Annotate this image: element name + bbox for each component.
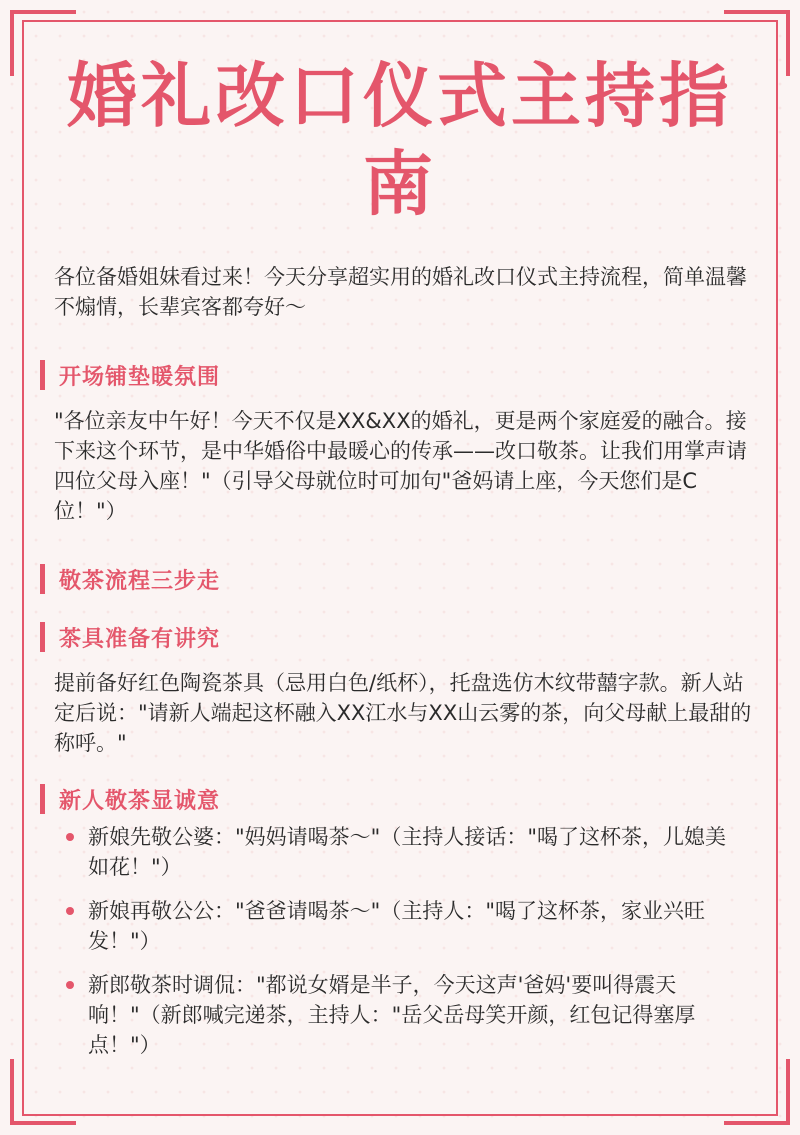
section-heading-process bbox=[40, 562, 220, 596]
list-item bbox=[62, 822, 742, 882]
bullet-dot-icon bbox=[66, 981, 74, 989]
heading-accent-bar bbox=[40, 360, 45, 390]
heading-accent-bar bbox=[40, 564, 45, 594]
section-heading-serve bbox=[40, 782, 220, 816]
list-item-text: 新娘先敬公婆："妈妈请喝茶～"（主持人接话："喝了这杯茶，儿媳美如花！"） bbox=[88, 825, 726, 879]
list-item-text: 新娘再敬公公："爸爸请喝茶～"（主持人："喝了这杯茶，家业兴旺发！"） bbox=[88, 899, 705, 953]
list-item bbox=[62, 896, 742, 956]
page-title: 婚礼改口仪式主持指南 bbox=[67, 55, 733, 225]
intro-paragraph: 各位备婚姐妹看过来！今天分享超实用的婚礼改口仪式主持流程，简单温馨不煽情，长辈宾客都夸好～ bbox=[54, 265, 747, 319]
section-heading-label: 茶具准备有讲究 bbox=[59, 626, 221, 652]
bullet-dot-icon bbox=[66, 833, 74, 841]
heading-accent-bar bbox=[40, 622, 45, 652]
list-item-text: 新郎敬茶时调侃："都说女婿是半子，今天这声'爸妈'要叫得震天响！"（新郎喊完递茶，主持人："岳父岳母笑开颜，红包记得塞厚点！"） bbox=[88, 973, 696, 1057]
section-heading-tea-set bbox=[40, 620, 220, 654]
section-heading-label: 开场铺垫暖氛围 bbox=[59, 364, 221, 390]
section-heading-opening bbox=[40, 358, 220, 392]
heading-accent-bar bbox=[40, 784, 45, 814]
section-heading-label: 敬茶流程三步走 bbox=[59, 568, 221, 594]
opening-paragraph: "各位亲友中午好！今天不仅是XX&XX的婚礼，更是两个家庭爱的融合。接下来这个环节，是中华婚俗中最暖心的传承——改口敬茶。让我们用掌声请四位父母入座！"（引导父母就位时可加句"爸妈请上座，今天您们是C位！"） bbox=[54, 409, 747, 523]
section-heading-label: 新人敬茶显诚意 bbox=[59, 788, 221, 814]
tea-set-paragraph: 提前备好红色陶瓷茶具（忌用白色/纸杯），托盘选仿木纹带囍字款。新人站定后说："请新人端起这杯融入XX江水与XX山云雾的茶，向父母献上最甜的称呼。" bbox=[54, 671, 752, 755]
serve-steps-list bbox=[62, 822, 742, 1074]
bullet-dot-icon bbox=[66, 907, 74, 915]
list-item bbox=[62, 970, 742, 1060]
